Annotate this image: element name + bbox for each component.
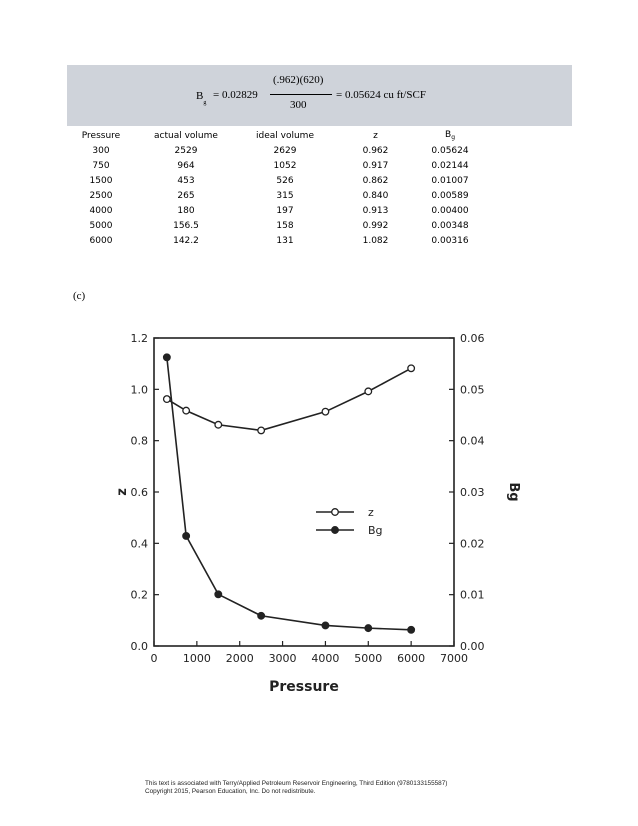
y-tick-label: 0.6: [130, 486, 148, 499]
table-cell: 453: [177, 175, 195, 186]
table-cell: 5000: [89, 220, 113, 231]
y2-tick-label: 0.06: [460, 332, 485, 345]
y-tick-label: 1.2: [130, 332, 148, 345]
table-cell: 1500: [89, 175, 113, 186]
y-tick-label: 0.0: [130, 640, 148, 653]
y-tick-label: 1.0: [130, 383, 148, 397]
x-tick-label: 0: [150, 652, 158, 665]
chart: [115, 313, 521, 708]
formula-denominator: 300: [290, 99, 307, 111]
legend-marker: [332, 509, 339, 516]
table-cell: 0.02144: [431, 160, 469, 171]
y2-axis-label: Bg: [506, 482, 521, 502]
results-table: [67, 128, 482, 248]
table-cell: 0.913: [362, 205, 389, 216]
table-cell: 0.917: [362, 160, 389, 171]
table-cell: 0.05624: [431, 145, 469, 156]
table-cell: 0.962: [362, 145, 389, 156]
data-point-bg: [408, 626, 415, 633]
part-label: (c): [73, 290, 86, 302]
y2-tick-label: 0.01: [460, 588, 485, 602]
table-cell: 1052: [273, 160, 297, 171]
data-point-bg: [164, 354, 171, 361]
table-cell: 6000: [89, 235, 113, 246]
table-cell: 2629: [273, 145, 297, 156]
x-tick-label: 1000: [182, 652, 211, 665]
data-point-z: [258, 427, 265, 434]
data-point-bg: [215, 591, 222, 598]
fraction-bar: [270, 94, 332, 95]
table-cell: 0.862: [362, 175, 389, 186]
data-point-bg: [183, 533, 190, 540]
table-cell: 0.00589: [431, 190, 469, 201]
table-cell: 156.5: [173, 220, 199, 231]
x-tick-label: 5000: [354, 652, 383, 665]
y2-tick-label: 0.05: [460, 383, 485, 397]
col-header-pressure: Pressure: [81, 130, 121, 141]
table-cell: 964: [177, 160, 195, 171]
series-line-z: [167, 368, 411, 430]
formula-coefficient: = 0.02829: [213, 89, 258, 101]
table-cell: 2500: [89, 190, 113, 201]
x-tick-label: 6000: [397, 652, 426, 665]
table-cell: 0.840: [362, 190, 389, 201]
table-row: [67, 158, 482, 173]
footer-line-2: Copyright 2015, Pearson Education, Inc. Do not redistribute.: [145, 788, 316, 795]
table-row: [67, 233, 482, 248]
col-header-bg: $B_g$: [445, 130, 455, 141]
legend-label: Bg: [368, 524, 383, 537]
table-cell: 142.2: [173, 235, 199, 246]
table-row: [67, 143, 482, 158]
y2-tick-label: 0.00: [460, 640, 485, 653]
table-cell: 197: [276, 205, 294, 216]
table-cell: 0.00316: [431, 235, 469, 246]
data-point-z: [183, 407, 190, 414]
data-point-z: [164, 396, 171, 403]
table-cell: 4000: [89, 205, 113, 216]
table-cell: 300: [92, 145, 110, 156]
col-header-ideal-volume: ideal volume: [256, 130, 314, 141]
table-cell: 750: [92, 160, 110, 171]
data-point-z: [365, 388, 372, 395]
y2-tick-label: 0.02: [460, 537, 485, 551]
data-point-bg: [322, 622, 329, 629]
x-tick-label: 7000: [440, 652, 468, 665]
data-point-z: [322, 408, 329, 415]
formula-numerator: (.962)(620): [273, 74, 324, 86]
formula-result: = 0.05624 cu ft/SCF: [336, 89, 426, 101]
table-cell: 526: [276, 175, 294, 186]
table-cell: 0.00348: [431, 220, 469, 231]
formula-lhs: $B_g$: [196, 90, 207, 106]
series-line-bg: [167, 357, 411, 629]
table-cell: 158: [276, 220, 294, 231]
table-cell: 0.01007: [431, 175, 469, 186]
x-tick-label: 3000: [268, 652, 297, 665]
table-cell: 315: [276, 190, 294, 201]
table-header-row: [67, 128, 482, 143]
data-point-bg: [258, 612, 265, 619]
table-cell: 131: [276, 235, 294, 246]
table-cell: 0.00400: [431, 205, 469, 216]
table-row: [67, 218, 482, 233]
col-header-actual-volume: actual volume: [154, 130, 218, 141]
col-header-z: z: [373, 130, 378, 141]
y-axis-label: z: [115, 488, 130, 496]
y-tick-label: 0.8: [130, 434, 148, 448]
data-point-bg: [365, 625, 372, 632]
table-cell: 2529: [174, 145, 198, 156]
legend-marker: [332, 527, 339, 534]
table-cell: 0.992: [362, 220, 389, 231]
table-row: [67, 173, 482, 188]
chart-figure: [115, 313, 521, 708]
y2-tick-label: 0.03: [460, 486, 485, 499]
x-axis-label: Pressure: [269, 679, 339, 695]
table-cell: 180: [177, 205, 195, 216]
table-row: [67, 188, 482, 203]
data-point-z: [215, 421, 222, 428]
data-point-z: [408, 365, 415, 372]
y-tick-label: 0.2: [130, 588, 148, 602]
y2-tick-label: 0.04: [460, 434, 485, 448]
table-cell: 1.082: [362, 235, 389, 246]
footer-line-1: This text is associated with Terry/Applied Petroleum Reservoir Engineering, Third Edition (9780133155587): [145, 780, 448, 787]
table-row: [67, 203, 482, 218]
plot-frame: [154, 338, 454, 646]
x-tick-label: 4000: [311, 652, 340, 665]
y-tick-label: 0.4: [130, 537, 148, 551]
copyright-footer: [145, 780, 447, 796]
x-tick-label: 2000: [225, 652, 254, 665]
table-cell: 265: [177, 190, 195, 201]
legend-label: z: [368, 506, 374, 519]
